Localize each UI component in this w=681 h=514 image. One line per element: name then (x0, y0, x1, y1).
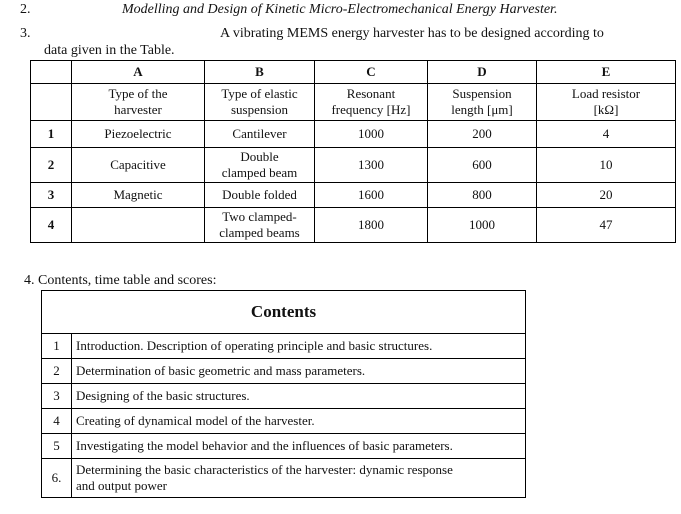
item-3-text-line2: data given in the Table. (44, 43, 175, 58)
row-number: 2 (31, 148, 72, 183)
subheader-resonant-frequency: Resonant frequency [Hz] (315, 84, 428, 121)
item-2-title: Modelling and Design of Kinetic Micro-Electromechanical Energy Harvester. (122, 2, 558, 17)
list-item (42, 359, 526, 384)
table-row (31, 183, 676, 208)
item-text: Creating of dynamical model of the harvester. (72, 409, 526, 434)
table-header-row (31, 61, 676, 84)
item-text: Introduction. Description of operating principle and basic structures. (72, 334, 526, 359)
section-4-heading: 4. Contents, time table and scores: (24, 273, 217, 288)
contents-table (41, 290, 526, 498)
item-number: 6. (42, 459, 72, 498)
item-text: Determining the basic characteristics of the harvester: dynamic response and output power (72, 459, 526, 498)
item-text: Designing of the basic structures. (72, 384, 526, 409)
contents-title-row (42, 291, 526, 334)
item-text: Investigating the model behavior and the influences of basic parameters. (72, 434, 526, 459)
item-3-text-line1: A vibrating MEMS energy harvester has to be designed according to (220, 26, 604, 41)
cell-suspension-length: 200 (428, 121, 537, 148)
column-header-d: D (428, 61, 537, 84)
cell-suspension-length: 1000 (428, 208, 537, 243)
column-header-c: C (315, 61, 428, 84)
cell-suspension-type: Double folded (205, 183, 315, 208)
item-number: 4 (42, 409, 72, 434)
cell-harvester-type: Magnetic (72, 183, 205, 208)
cell-resonant-frequency: 1800 (315, 208, 428, 243)
subheader-load-resistor: Load resistor [kΩ] (537, 84, 676, 121)
cell-harvester-type: Capacitive (72, 148, 205, 183)
list-item (42, 409, 526, 434)
cell-load-resistor: 10 (537, 148, 676, 183)
item-number: 5 (42, 434, 72, 459)
item-text: Determination of basic geometric and mass parameters. (72, 359, 526, 384)
row-number: 1 (31, 121, 72, 148)
item-3-number: 3. (20, 26, 31, 41)
list-item (42, 459, 526, 498)
corner-cell (31, 61, 72, 84)
row-number: 3 (31, 183, 72, 208)
cell-harvester-type: Piezoelectric (72, 121, 205, 148)
table-row (31, 148, 676, 183)
cell-resonant-frequency: 1600 (315, 183, 428, 208)
item-number: 3 (42, 384, 72, 409)
cell-suspension-length: 600 (428, 148, 537, 183)
cell-suspension-type: Double clamped beam (205, 148, 315, 183)
list-item (42, 434, 526, 459)
cell-load-resistor: 4 (537, 121, 676, 148)
cell-suspension-type: Cantilever (205, 121, 315, 148)
row-number: 4 (31, 208, 72, 243)
item-2-number: 2. (20, 2, 31, 17)
empty-cell (31, 84, 72, 121)
cell-resonant-frequency: 1000 (315, 121, 428, 148)
cell-resonant-frequency: 1300 (315, 148, 428, 183)
table-subheader-row (31, 84, 676, 121)
subheader-suspension-type: Type of elastic suspension (205, 84, 315, 121)
cell-suspension-type: Two clamped- clamped beams (205, 208, 315, 243)
cell-load-resistor: 20 (537, 183, 676, 208)
cell-suspension-length: 800 (428, 183, 537, 208)
table-row (31, 208, 676, 243)
cell-load-resistor: 47 (537, 208, 676, 243)
design-parameters-table (30, 60, 676, 243)
column-header-e: E (537, 61, 676, 84)
subheader-suspension-length: Suspension length [μm] (428, 84, 537, 121)
contents-title: Contents (42, 291, 526, 334)
list-item (42, 334, 526, 359)
column-header-b: B (205, 61, 315, 84)
list-item (42, 384, 526, 409)
table-row (31, 121, 676, 148)
item-number: 1 (42, 334, 72, 359)
item-number: 2 (42, 359, 72, 384)
cell-harvester-type (72, 208, 205, 243)
subheader-harvester-type: Type of the harvester (72, 84, 205, 121)
column-header-a: A (72, 61, 205, 84)
